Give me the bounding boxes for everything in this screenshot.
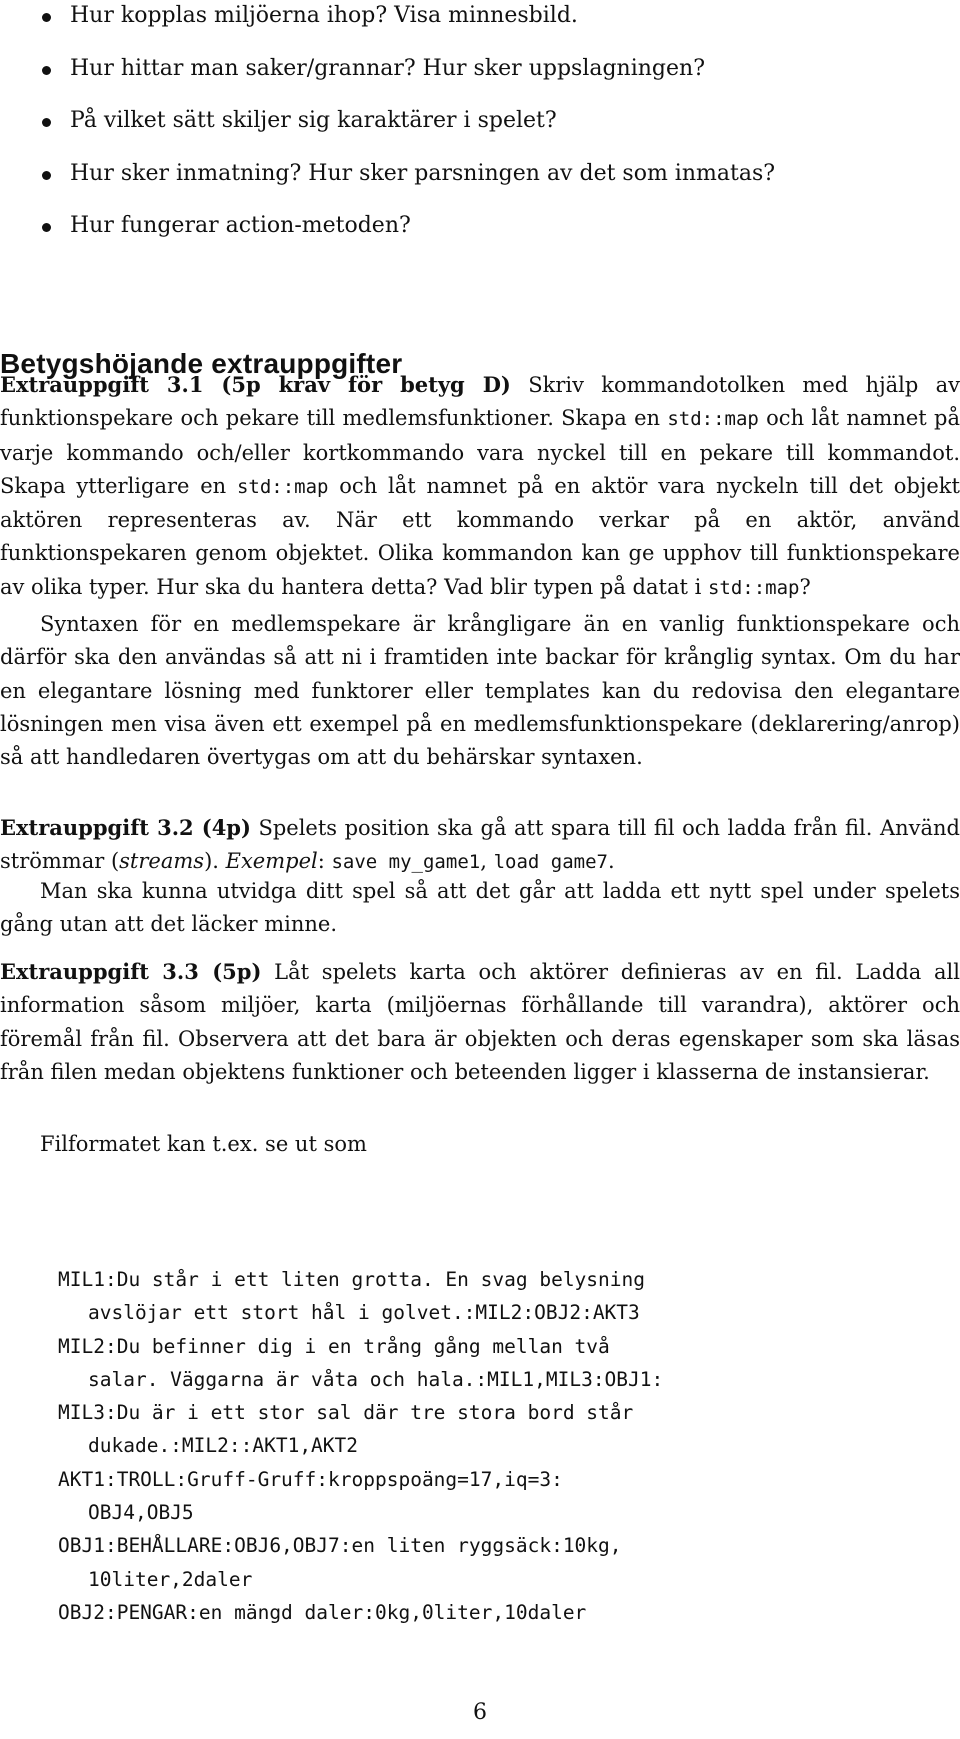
- code-line: AKT1:TROLL:Gruff-Gruff:kroppspoäng=17,iq=3:: [58, 1467, 563, 1491]
- paragraph-text: :: [317, 849, 332, 874]
- emphasis-text: streams: [119, 849, 205, 874]
- list-item: Hur kopplas miljöerna ihop? Visa minnesbild.: [40, 0, 920, 32]
- exercise-3-1-note: Syntaxen för en medlemspekare är krångligare än en vanlig funktionspekare och därför ska den användas så att ni i framtiden inte backar för krånglig syntax. Om du har en elegantare lösning med funktorer eller templates kan du redovisa den elegantare lösningen men visa även ett exempel på en medlemsfunktionspekare (deklarering/anrop) så att handledaren övertygas om att du behärskar syntaxen.: [0, 612, 960, 770]
- code-inline: std::map: [236, 475, 329, 498]
- exercise-heading: Extrauppgift 3.3 (5p): [0, 959, 262, 984]
- paragraph-text: Spelets position ska gå att spara till fil och ladda från fil. Använd strömmar (: [0, 816, 960, 874]
- code-line: salar. Väggarna är våta och hala.:MIL1,MIL3:OBJ1:: [88, 1367, 664, 1391]
- paragraph-text: Skriv kommandotolken med hjälp av funktionspekare och pekare till medlemsfunktioner. Skapa en: [0, 373, 960, 431]
- code-line: avslöjar ett stort hål i golvet.:MIL2:OBJ2:AKT3: [88, 1301, 640, 1325]
- paragraph-text: ).: [204, 849, 226, 874]
- code-line: OBJ1:BEHÅLLARE:OBJ6,OBJ7:en liten ryggsäck:10kg,: [58, 1534, 622, 1558]
- question-list: [40, 0, 920, 263]
- emphasis-text: Exempel: [225, 849, 318, 874]
- file-format-code-block: [58, 1263, 918, 1629]
- exercise-3-2-note: Man ska kunna utvidga ditt spel så att det går att ladda ett nytt spel under spelets gång utan att det läcker minne.: [0, 879, 960, 937]
- exercise-3-1-paragraph: [0, 368, 960, 605]
- code-line: MIL3:Du är i ett stor sal där tre stora bord står: [58, 1401, 634, 1425]
- code-line: dukade.:MIL2::AKT1,AKT2: [88, 1434, 359, 1458]
- exercise-heading: Extrauppgift 3.1 (5p krav för betyg D): [0, 372, 511, 397]
- code-inline: std::map: [667, 408, 759, 431]
- paragraph-text: Låt spelets karta och aktörer definieras av en fil. Ladda all information såsom miljöer, karta (miljöernas förhållande till varandra), aktörer och föremål från fil. Observera att det bara är objekten och deras egenskaper som ska läsas från filen medan objektens funktioner och beteenden ligger i klasserna de instansierar.: [0, 960, 960, 1084]
- code-inline: save my_game1: [331, 851, 481, 874]
- list-item: Hur fungerar action-metoden?: [40, 210, 920, 242]
- section-title: Betygshöjande extrauppgifter: [0, 348, 403, 379]
- code-line: 10liter,2daler: [88, 1567, 253, 1591]
- exercise-3-2-paragraph: [0, 811, 960, 880]
- paragraph-text: ,: [480, 849, 494, 874]
- paragraph-text: och låt namnet på en aktör vara nyckeln till det objekt aktören representeras av. När ett kommando verkar på en aktör, använd funktionspekaren genom objektet. Olika kommandon kan ge upphov till funktionspekare av olika typer. Hur ska du hantera detta? Vad blir typen på datat i: [0, 473, 960, 599]
- paragraph-text: och låt namnet på varje kommando och/eller kortkommando vara nyckel till en pekare till kommandot. Skapa ytterligare en: [0, 406, 960, 498]
- list-item: Hur hittar man saker/grannar? Hur sker uppslagningen?: [40, 53, 920, 85]
- paragraph-text: ?: [799, 574, 811, 599]
- page-number: 6: [473, 1700, 487, 1725]
- exercise-heading: Extrauppgift 3.2 (4p): [0, 815, 251, 840]
- paragraph-text: .: [607, 849, 615, 874]
- code-line: MIL1:Du står i ett liten grotta. En svag belysning: [58, 1268, 645, 1291]
- exercise-3-3-paragraph: [0, 955, 960, 1089]
- code-line: OBJ4,OBJ5: [88, 1501, 194, 1525]
- code-inline: std::map: [707, 576, 800, 599]
- list-item: På vilket sätt skiljer sig karaktärer i spelet?: [40, 105, 920, 137]
- code-line: MIL2:Du befinner dig i en trång gång mellan två: [58, 1334, 610, 1358]
- code-line: OBJ2:PENGAR:en mängd daler:0kg,0liter,10daler: [58, 1600, 587, 1624]
- file-format-intro: Filformatet kan t.ex. se ut som: [40, 1132, 367, 1156]
- code-inline: load game7: [493, 851, 608, 874]
- list-item: Hur sker inmatning? Hur sker parsningen av det som inmatas?: [40, 158, 920, 190]
